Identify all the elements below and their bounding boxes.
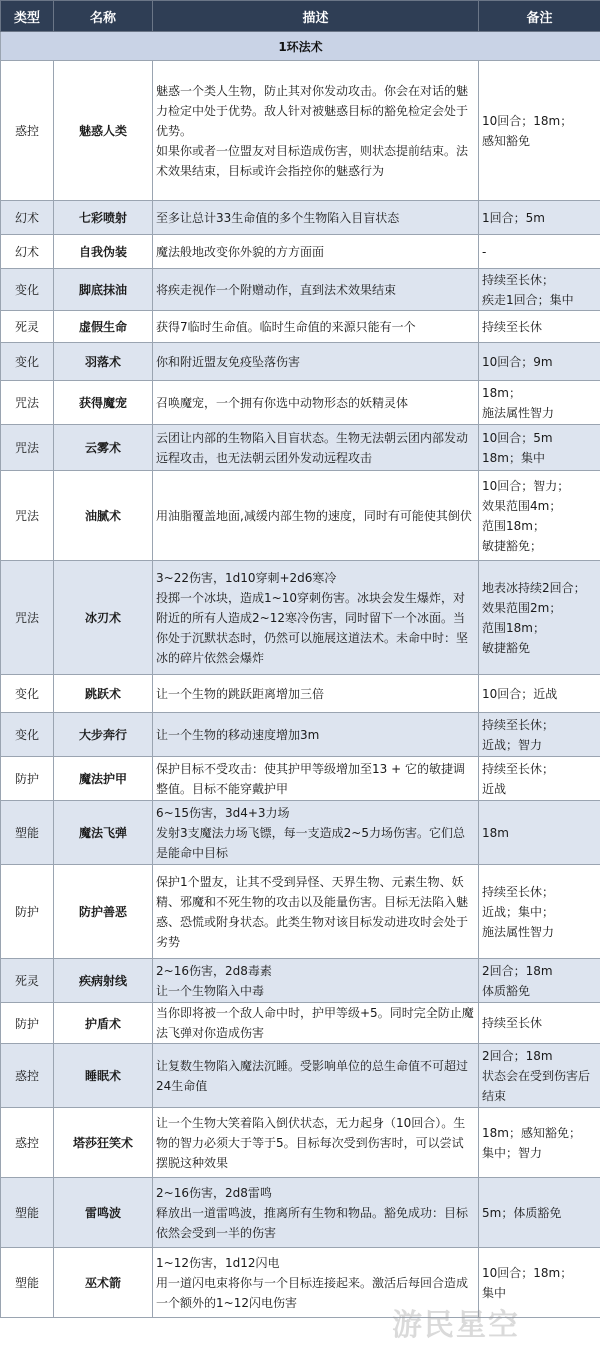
type-cell: 咒法 — [1, 381, 54, 425]
name-cell: 大步奔行 — [54, 713, 153, 757]
table-row — [1, 713, 600, 757]
note-cell: 10回合；18m； 集中 — [479, 1248, 600, 1318]
type-cell: 咒法 — [1, 425, 54, 471]
type-cell: 防护 — [1, 1003, 54, 1044]
desc-cell: 2~16伤害，2d8雷鸣 释放出一道雷鸣波，推离所有生物和物品。豁免成功：目标依然会受到一半的伤害 — [153, 1178, 479, 1248]
type-cell: 惑控 — [1, 61, 54, 201]
desc-cell: 让一个生物的跳跃距离增加三倍 — [153, 675, 479, 713]
header-desc: 描述 — [153, 1, 479, 32]
note-cell: 持续至长休； 疾走1回合；集中 — [479, 269, 600, 311]
table-row — [1, 381, 600, 425]
table-row — [1, 61, 600, 201]
name-cell: 七彩喷射 — [54, 201, 153, 235]
name-cell: 跳跃术 — [54, 675, 153, 713]
name-cell: 获得魔宠 — [54, 381, 153, 425]
note-cell: 地表冰持续2回合； 效果范围2m； 范围18m； 敏捷豁免 — [479, 561, 600, 675]
desc-cell: 保护目标不受攻击：使其护甲等级增加至13 + 它的敏捷调整值。目标不能穿戴护甲 — [153, 757, 479, 801]
name-cell: 睡眠术 — [54, 1044, 153, 1108]
note-cell: 18m； 施法属性智力 — [479, 381, 600, 425]
type-cell: 塑能 — [1, 1248, 54, 1318]
note-cell: 持续至长休 — [479, 1003, 600, 1044]
header-row — [1, 1, 600, 32]
table-row — [1, 959, 600, 1003]
note-cell: 18m；感知豁免； 集中；智力 — [479, 1108, 600, 1178]
table-row — [1, 311, 600, 343]
table-row — [1, 1044, 600, 1108]
type-cell: 幻术 — [1, 201, 54, 235]
header-note: 备注 — [479, 1, 600, 32]
type-cell: 塑能 — [1, 1178, 54, 1248]
desc-cell: 6~15伤害，3d4+3力场 发射3支魔法力场飞镖，每一支造成2~5力场伤害。它们总是能命中目标 — [153, 801, 479, 865]
note-cell: 2回合；18m 状态会在受到伤害后结束 — [479, 1044, 600, 1108]
name-cell: 魅惑人类 — [54, 61, 153, 201]
table-row — [1, 269, 600, 311]
desc-cell: 至多让总计33生命值的多个生物陷入目盲状态 — [153, 201, 479, 235]
desc-cell: 保护1个盟友，让其不受到异怪、天界生物、元素生物、妖精、邪魔和不死生物的攻击以及能量伤害。目标无法陷入魅惑、恐慌或附身状态。此类生物对该目标发动进攻时会处于劣势 — [153, 865, 479, 959]
table-row — [1, 1003, 600, 1044]
note-cell: 10回合；5m 18m；集中 — [479, 425, 600, 471]
desc-cell: 魅惑一个类人生物，防止其对你发动攻击。你会在对话的魅力检定中处于优势。敌人针对被魅惑目标的豁免检定会处于优势。 如果你或者一位盟友对目标造成伤害，则状态提前结束。法术效果结束，目标或许会指控你的魅惑行为 — [153, 61, 479, 201]
table-row — [1, 675, 600, 713]
type-cell: 变化 — [1, 713, 54, 757]
table-row — [1, 235, 600, 269]
name-cell: 云雾术 — [54, 425, 153, 471]
name-cell: 魔法护甲 — [54, 757, 153, 801]
name-cell: 巫术箭 — [54, 1248, 153, 1318]
table-row — [1, 471, 600, 561]
note-cell: 持续至长休 — [479, 311, 600, 343]
table-row — [1, 425, 600, 471]
type-cell: 变化 — [1, 343, 54, 381]
desc-cell: 让一个生物大笑着陷入倒伏状态，无力起身（10回合）。生物的智力必须大于等于5。目标每次受到伤害时，可以尝试摆脱这种效果 — [153, 1108, 479, 1178]
note-cell: 5m；体质豁免 — [479, 1178, 600, 1248]
table-row — [1, 1178, 600, 1248]
type-cell: 咒法 — [1, 561, 54, 675]
note-cell: 1回合；5m — [479, 201, 600, 235]
type-cell: 幻术 — [1, 235, 54, 269]
header-name: 名称 — [54, 1, 153, 32]
table-row — [1, 757, 600, 801]
desc-cell: 将疾走视作一个附赠动作，直到法术效果结束 — [153, 269, 479, 311]
note-cell: 持续至长休； 近战；智力 — [479, 713, 600, 757]
name-cell: 羽落术 — [54, 343, 153, 381]
desc-cell: 用油脂覆盖地面,减缓内部生物的速度，同时有可能使其倒伏 — [153, 471, 479, 561]
note-cell: 10回合；近战 — [479, 675, 600, 713]
desc-cell: 魔法般地改变你外貌的方方面面 — [153, 235, 479, 269]
name-cell: 油腻术 — [54, 471, 153, 561]
type-cell: 惑控 — [1, 1044, 54, 1108]
type-cell: 死灵 — [1, 959, 54, 1003]
type-cell: 变化 — [1, 675, 54, 713]
desc-cell: 3~22伤害，1d10穿刺+2d6寒冷 投掷一个冰块，造成1~10穿刺伤害。冰块会发生爆炸，对附近的所有人造成2~12寒冷伤害，同时留下一个冰面。当你处于沉默状态时，仍然可以施展这道法术。未命中时：坚冰的碎片依然会爆炸 — [153, 561, 479, 675]
desc-cell: 云团让内部的生物陷入目盲状态。生物无法朝云团内部发动远程攻击，也无法朝云团外发动远程攻击 — [153, 425, 479, 471]
note-cell: 10回合；智力； 效果范围4m； 范围18m； 敏捷豁免； — [479, 471, 600, 561]
note-cell: 18m — [479, 801, 600, 865]
desc-cell: 让一个生物的移动速度增加3m — [153, 713, 479, 757]
type-cell: 防护 — [1, 757, 54, 801]
note-cell: - — [479, 235, 600, 269]
name-cell: 防护善恶 — [54, 865, 153, 959]
name-cell: 虚假生命 — [54, 311, 153, 343]
table-row — [1, 1108, 600, 1178]
note-cell: 持续至长休； 近战；集中； 施法属性智力 — [479, 865, 600, 959]
name-cell: 冰刃术 — [54, 561, 153, 675]
type-cell: 塑能 — [1, 801, 54, 865]
note-cell: 持续至长休； 近战 — [479, 757, 600, 801]
type-cell: 防护 — [1, 865, 54, 959]
desc-cell: 获得7临时生命值。临时生命值的来源只能有一个 — [153, 311, 479, 343]
watermark: 游民星空 — [392, 1308, 520, 1343]
type-cell: 咒法 — [1, 471, 54, 561]
name-cell: 雷鸣波 — [54, 1178, 153, 1248]
table-row — [1, 801, 600, 865]
section-title: 1环法术 — [1, 32, 600, 61]
table-row — [1, 343, 600, 381]
desc-cell: 召唤魔宠，一个拥有你选中动物形态的妖精灵体 — [153, 381, 479, 425]
name-cell: 护盾术 — [54, 1003, 153, 1044]
name-cell: 疾病射线 — [54, 959, 153, 1003]
desc-cell: 让复数生物陷入魔法沉睡。受影响单位的总生命值不可超过24生命值 — [153, 1044, 479, 1108]
name-cell: 脚底抹油 — [54, 269, 153, 311]
name-cell: 塔莎狂笑术 — [54, 1108, 153, 1178]
header-type: 类型 — [1, 1, 54, 32]
desc-cell: 你和附近盟友免疫坠落伤害 — [153, 343, 479, 381]
desc-cell: 1~12伤害，1d12闪电 用一道闪电束将你与一个目标连接起来。激活后每回合造成一个额外的1~12闪电伤害 — [153, 1248, 479, 1318]
table-row — [1, 865, 600, 959]
type-cell: 变化 — [1, 269, 54, 311]
table-row — [1, 561, 600, 675]
type-cell: 惑控 — [1, 1108, 54, 1178]
name-cell: 魔法飞弹 — [54, 801, 153, 865]
desc-cell: 2~16伤害，2d8毒素 让一个生物陷入中毒 — [153, 959, 479, 1003]
type-cell: 死灵 — [1, 311, 54, 343]
desc-cell: 当你即将被一个敌人命中时，护甲等级+5。同时完全防止魔法飞弹对你造成伤害 — [153, 1003, 479, 1044]
note-cell: 10回合；18m； 感知豁免 — [479, 61, 600, 201]
note-cell: 10回合；9m — [479, 343, 600, 381]
table-row — [1, 1248, 600, 1318]
name-cell: 自我伪装 — [54, 235, 153, 269]
note-cell: 2回合；18m 体质豁免 — [479, 959, 600, 1003]
section-row — [1, 32, 600, 61]
table-row — [1, 201, 600, 235]
